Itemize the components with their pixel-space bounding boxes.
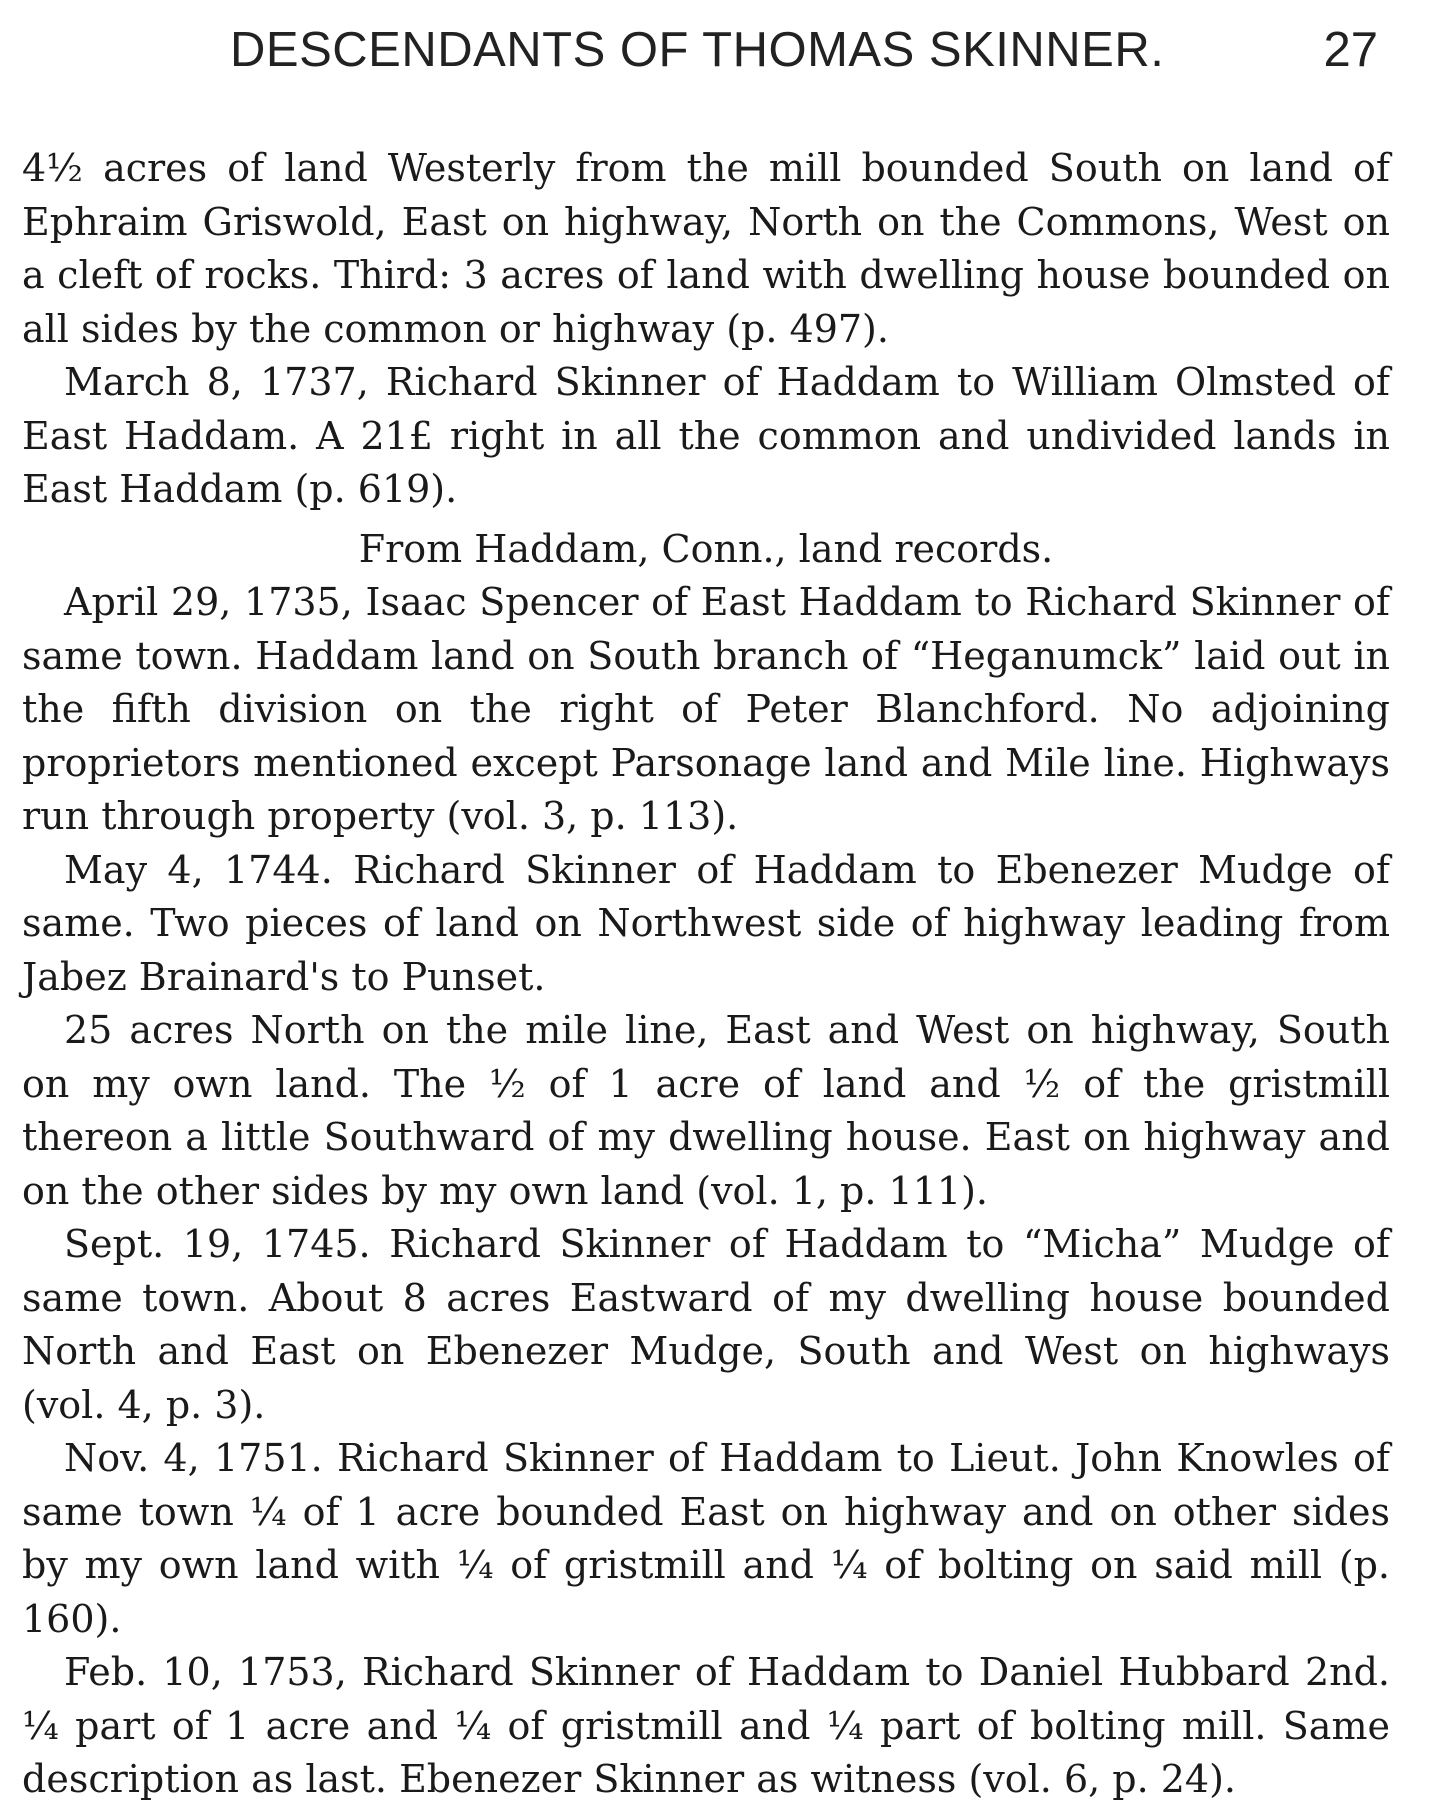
paragraph-deed-1753: Feb. 10, 1753, Richard Skinner of Haddam to Daniel Hubbard 2nd. ¼ part of 1 acre and ¼ of gristmill and ¼ part of bolting mill. Same description as last. Ebenezer Skinner as witness (vol. 6, p. 24). [22,1650,1390,1801]
page-number: 27 [1323,23,1378,77]
paragraph-continued-deed: 4½ acres of land Westerly from the mill bounded South on land of Ephraim Griswold, East on highway, North on the Commons, West on a cleft of rocks. Third: 3 acres of land with dwelling house bounded on all sides by the common or highway (p. 497). [22,146,1390,351]
paragraph-deed-1751: Nov. 4, 1751. Richard Skinner of Haddam to Lieut. John Knowles of same town ¼ of 1 acre bounded East on highway and on other sides by my own land with ¼ of gristmill and ¼ of bolting on said mill (p. 160). [22,1436,1390,1641]
running-head-title: DESCENDANTS OF THOMAS SKINNER. [230,23,1165,77]
paragraph-deed-1744: May 4, 1744. Richard Skinner of Haddam to Ebenezer Mudge of same. Two pieces of land on Northwest side of highway leading from Jabez Brainard's to Punset. [22,847,1390,999]
paragraph-deed-25-acres: 25 acres North on the mile line, East and West on highway, South on my own land. The ½ of 1 acre of land and ½ of the gristmill thereon a little Southward of my dwelling house. East on highway and on the other sides by my own land (vol. 1, p. 111). [22,1008,1390,1213]
book-page [22,22,1390,1801]
paragraph-deed-1737: March 8, 1737, Richard Skinner of Haddam to William Olmsted of East Haddam. A 21£ right in all the common and undivided lands in East Haddam (p. 619). [22,360,1390,511]
page-body [22,142,1390,1807]
paragraph-deed-1745: Sept. 19, 1745. Richard Skinner of Haddam to “Micha” Mudge of same town. About 8 acres Eastward of my dwelling house bounded North and East on Ebenezer Mudge, South and West on highways (vol. 4, p. 3). [22,1222,1390,1427]
page-header [22,22,1390,92]
paragraph-deed-1735: April 29, 1735, Isaac Spencer of East Haddam to Richard Skinner of same town. Haddam land on South branch of “Heganumck” laid out in the fifth division on the right of Peter Blanchford. No adjoining proprietors mentioned except Parsonage land and Mile line. Highways run through property (vol. 3, p. 113). [22,580,1390,838]
section-heading-haddam-records: From Haddam, Conn., land records. [358,526,1054,571]
